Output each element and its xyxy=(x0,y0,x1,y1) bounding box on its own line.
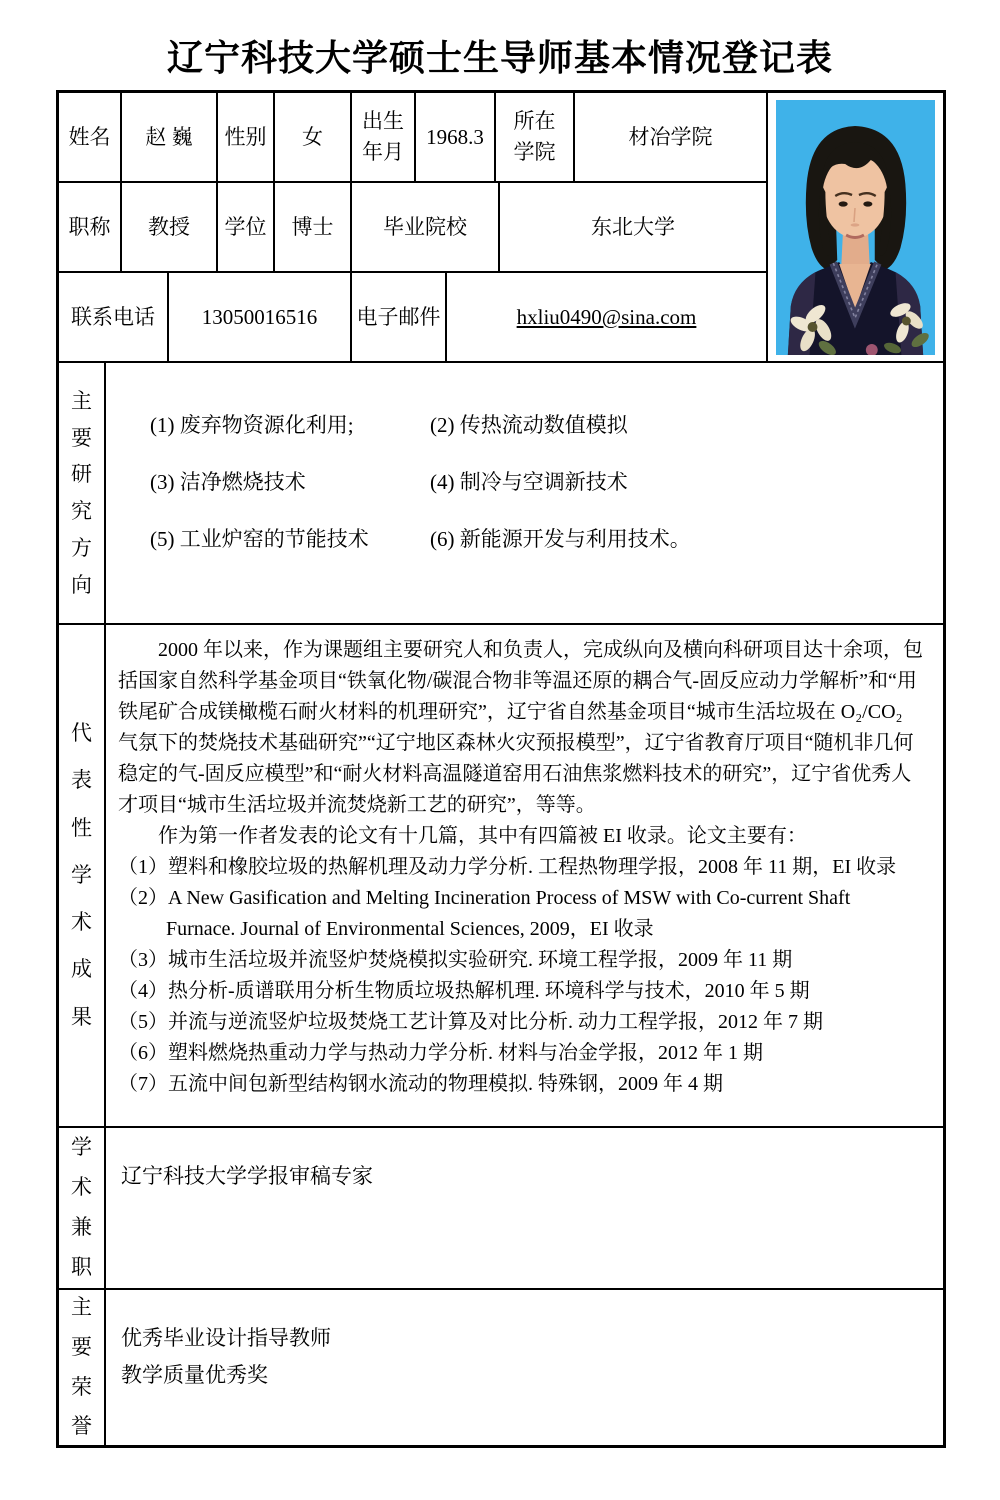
research-item: (4) 制冷与空调新技术 xyxy=(430,470,628,494)
professional-title-label: 职称 xyxy=(59,183,122,271)
research-item: (3) 洁净燃烧技术 xyxy=(150,470,306,494)
academic-positions-content: 辽宁科技大学学报审稿专家 xyxy=(121,1164,373,1188)
page-title: 辽宁科技大学硕士生导师基本情况登记表 xyxy=(166,38,833,78)
row-phone-email xyxy=(59,273,766,361)
name-value: 赵 巍 xyxy=(122,93,218,181)
degree-label: 学位 xyxy=(218,183,275,271)
academic-positions-section xyxy=(59,1126,943,1288)
publication-item: （2）A New Gasification and Melting Incineration Process of MSW with Co-current Shaft Furnace. Journal of Environmental Sciences, 2009，EI 收录 xyxy=(118,887,871,940)
honor-item: 教学质量优秀奖 xyxy=(121,1363,268,1387)
professional-title-value: 教授 xyxy=(122,183,218,271)
supervisor-photo xyxy=(776,100,935,355)
birth-label: 出生年月 xyxy=(352,93,416,181)
research-item: (2) 传热流动数值模拟 xyxy=(430,413,628,437)
research-item: (5) 工业炉窑的节能技术 xyxy=(150,527,369,551)
basic-info-section xyxy=(59,93,943,361)
honors-section xyxy=(59,1288,943,1445)
publication-list xyxy=(118,852,927,1100)
photo-cell xyxy=(766,93,943,361)
gender-label: 性别 xyxy=(218,93,275,181)
research-directions-section xyxy=(59,361,943,623)
college-label: 所在学院 xyxy=(496,93,575,181)
achievements-paragraph: 作为第一作者发表的论文有十几篇，其中有四篇被 EI 收录。论文主要有： xyxy=(158,825,807,847)
publication-item: （7）五流中间包新型结构钢水流动的物理模拟. 特殊钢，2009 年 4 期 xyxy=(118,1073,723,1095)
birth-value: 1968.3 xyxy=(416,93,496,181)
degree-value: 博士 xyxy=(275,183,352,271)
research-item: (6) 新能源开发与利用技术。 xyxy=(430,527,691,551)
email-label: 电子邮件 xyxy=(352,273,447,361)
name-label: 姓名 xyxy=(59,93,122,181)
research-item: (1) 废弃物资源化利用; xyxy=(150,413,354,437)
row-name-gender-birth-college xyxy=(59,93,766,183)
academic-positions-label: 学术兼职 xyxy=(59,1128,106,1288)
publication-item: （5）并流与逆流竖炉垃圾焚烧工艺计算及对比分析. 动力工程学报，2012 年 7 期 xyxy=(118,1011,823,1033)
publication-item: （4）热分析-质谱联用分析生物质垃圾热解机理. 环境科学与技术，2010 年 5 期 xyxy=(118,980,810,1002)
row-title-degree-school xyxy=(59,183,766,273)
honors-content xyxy=(106,1290,943,1445)
research-directions-content xyxy=(106,363,943,623)
honors-label: 主要荣誉 xyxy=(59,1290,106,1445)
honor-item: 优秀毕业设计指导教师 xyxy=(121,1326,331,1350)
form-table xyxy=(56,90,946,1448)
achievements-content xyxy=(106,625,943,1126)
college-value: 材冶学院 xyxy=(628,124,713,149)
alma-mater-value: 东北大学 xyxy=(591,214,675,239)
alma-mater-label: 毕业院校 xyxy=(352,183,500,271)
phone-value: 13050016516 xyxy=(169,273,352,361)
publication-item: （1）塑料和橡胶垃圾的热解机理及动力学分析. 工程热物理学报，2008 年 11 期，EI 收录 xyxy=(118,856,897,878)
achievements-paragraph: 2000 年以来，作为课题组主要研究人和负责人，完成纵向及横向科研项目达十余项，包括国家自然科学基金项目“铁氧化物/碳混合物非等温还原的耦合气-固反应动力学解析”和“用铁尾矿合成镁橄榄石耐火材料的机理研究”，辽宁省自然基金项目“城市生活垃圾在 O₂/CO₂ 气氛下的焚烧技术基础研究”“辽宁地区森林火灾预报模型”，辽宁省教育厅项目“随机非几何稳定的气-固反应模型”和“耐火材料高温隧道窑用石油焦浆燃料技术的研究”，辽宁省优秀人才项目“城市生活垃圾并流焚烧新工艺的研究”，等等。 xyxy=(118,639,923,816)
publication-item: （3）城市生活垃圾并流竖炉焚烧模拟实验研究. 环境工程学报，2009 年 11 期 xyxy=(118,949,793,971)
publication-item: （6）塑料燃烧热重动力学与热动力学分析. 材料与冶金学报，2012 年 1 期 xyxy=(118,1042,763,1064)
achievements-section xyxy=(59,623,943,1126)
research-directions-label: 主要研究方向 xyxy=(59,363,106,623)
gender-value: 女 xyxy=(275,93,352,181)
email-link[interactable]: hxliu0490@sina.com xyxy=(516,304,697,329)
achievements-label: 代表性学术成果 xyxy=(59,625,106,1126)
phone-label: 联系电话 xyxy=(59,273,169,361)
email-value xyxy=(447,273,766,361)
